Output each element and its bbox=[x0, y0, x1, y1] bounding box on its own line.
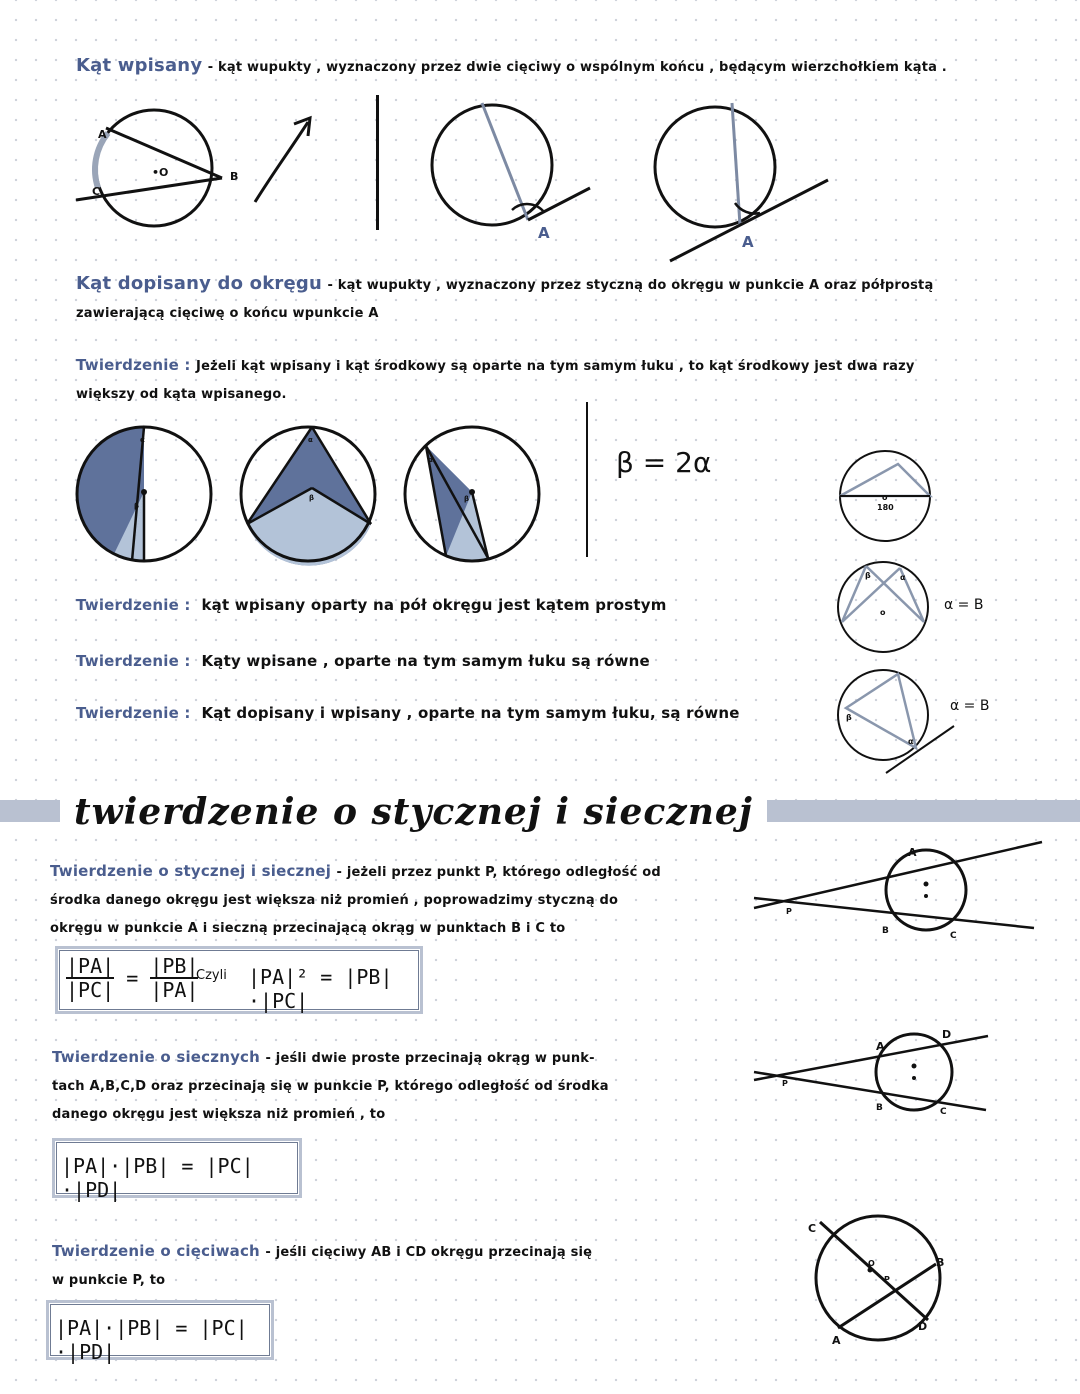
inscribed-angle-figure bbox=[70, 100, 239, 230]
semicircle-angle-figure bbox=[838, 456, 934, 536]
label-o: o bbox=[880, 608, 886, 617]
tangent-inscribed-angles-figure bbox=[836, 668, 956, 778]
central-angle-figure-1 bbox=[74, 424, 214, 564]
theorem-text-2: środka danego okręgu jest większa niż promień , poprowadzimy styczną do bbox=[50, 893, 619, 908]
theorem-text-2: tach A,B,C,D oraz przecinają się w punkcie P, którego odległość od środka bbox=[52, 1079, 609, 1094]
frac1-den: |PC| bbox=[66, 978, 115, 1002]
label-beta: β bbox=[865, 571, 871, 580]
label-p: P bbox=[884, 1275, 890, 1284]
theorem-equal-angles bbox=[76, 648, 650, 675]
theorem-label: Twierdzenie : bbox=[76, 704, 191, 722]
secants-figure bbox=[748, 1020, 1048, 1130]
frac1-num: |PA| bbox=[66, 954, 115, 978]
theorem-label: Twierdzenie o stycznej i siecznej bbox=[50, 862, 332, 880]
label-alpha: α bbox=[908, 737, 914, 746]
czyli-label: Czyli bbox=[196, 968, 227, 983]
theorem-secants bbox=[52, 1044, 732, 1128]
theorem-text: kąt wpisany oparty na pół okręgu jest kątem prostym bbox=[201, 596, 667, 614]
label-c: C bbox=[940, 1107, 947, 1117]
theorem-text: - jeżeli przez punkt P, którego odległość od bbox=[336, 865, 661, 880]
theorem-label: Twierdzenie : bbox=[76, 652, 191, 670]
theorem-label: Twierdzenie o siecznych bbox=[52, 1048, 261, 1066]
tangent-secant-figure bbox=[748, 838, 1048, 948]
formula-tangent-secant: |PA|² = |PB|·|PC| bbox=[248, 965, 393, 1013]
theorem-central-angle bbox=[76, 352, 1066, 408]
label-c: C bbox=[950, 931, 957, 941]
label-o: O bbox=[868, 1259, 875, 1268]
theorem-text: Kąt dopisany i wpisany , oparte na tym samym łuku, są równe bbox=[201, 704, 740, 722]
theorem-tangent-secant bbox=[50, 858, 730, 942]
label-c: C bbox=[92, 185, 101, 198]
equal-inscribed-angles-figure bbox=[836, 560, 932, 656]
label-a: A bbox=[538, 224, 550, 242]
term-inscribed-angle: Kąt wpisany bbox=[76, 55, 203, 76]
formula-box-tangent-secant: $\frac{|PA|}{|PC|}$ = $\frac{|PB|}{|PA|}$ Czyli |PA|² = |PB|·|PC| bbox=[55, 946, 423, 1014]
tangent-angle-definition bbox=[76, 270, 1066, 327]
label-beta: β bbox=[846, 713, 852, 722]
theorem-text-2: w punkcie P, to bbox=[52, 1273, 166, 1288]
theorem-text-3: okręgu w punkcie A i sieczną przecinającą okrąg w punktach B i C to bbox=[50, 921, 566, 936]
formula-box-chords bbox=[46, 1300, 274, 1364]
label-a: A bbox=[742, 233, 754, 251]
label-beta: β bbox=[464, 495, 470, 503]
frac2-num: |PB| bbox=[150, 954, 199, 978]
theorem-label: Twierdzenie o cięciwach bbox=[52, 1242, 260, 1260]
label-alpha: α bbox=[900, 573, 906, 582]
theorem-label: Twierdzenie : bbox=[76, 596, 191, 614]
formula-chords: |PA|·|PB| = |PC|·|PD| bbox=[55, 1316, 248, 1364]
term-tangent-angle: Kąt dopisany do okręgu bbox=[76, 273, 322, 294]
label-o: o bbox=[882, 493, 888, 502]
frac2-den: |PA| bbox=[150, 978, 199, 1002]
central-angle-figure-2 bbox=[238, 424, 378, 564]
label-a: A bbox=[832, 1334, 841, 1347]
label-b: B bbox=[882, 926, 889, 936]
label-b: B bbox=[876, 1103, 883, 1113]
inscribed-angle-definition bbox=[76, 52, 1066, 81]
formula-beta: β = 2α bbox=[616, 446, 712, 479]
equation-alpha-beta-2: α = B bbox=[950, 698, 990, 714]
section-title: twierdzenie o stycznej i siecznej bbox=[60, 790, 767, 834]
chords-figure bbox=[800, 1200, 960, 1350]
label-p: P bbox=[786, 907, 792, 916]
definition-text: - kąt wupukty , wyznaczony przez dwie cięciwy o wspólnym końcu , będącym wierzchołkiem kąta . bbox=[207, 60, 947, 75]
label-d: D bbox=[942, 1028, 952, 1041]
central-angle-figure-3 bbox=[402, 424, 542, 564]
theorem-text: Kąty wpisane , oparte na tym samym łuku są równe bbox=[201, 652, 650, 670]
label-alpha: α bbox=[308, 436, 313, 444]
theorem-tangent-inscribed bbox=[76, 700, 740, 727]
formula-secants: |PA|·|PB| = |PC|·|PD| bbox=[61, 1154, 254, 1202]
label-c: C bbox=[808, 1222, 817, 1235]
arrow-icon bbox=[250, 110, 320, 210]
label-a: A bbox=[908, 846, 917, 859]
tangent-angle-figure-2 bbox=[650, 95, 840, 265]
label-a: A bbox=[98, 128, 107, 141]
label-beta: β bbox=[134, 502, 140, 510]
separator-line bbox=[376, 95, 379, 230]
theorem-label: Twierdzenie : bbox=[76, 356, 191, 374]
theorem-semicircle bbox=[76, 592, 667, 619]
label-a: A bbox=[876, 1040, 885, 1053]
equation-alpha-beta-1: α = B bbox=[944, 597, 984, 613]
label-b: B bbox=[230, 170, 239, 183]
label-d: D bbox=[918, 1320, 928, 1333]
theorem-chords bbox=[52, 1238, 752, 1294]
theorem-text-2: większy od kąta wpisanego. bbox=[76, 387, 287, 402]
definition-text: - kąt wupukty , wyznaczony przez styczną do okręgu w punkcie A oraz półprostą bbox=[327, 278, 934, 293]
label-b: B bbox=[936, 1256, 945, 1269]
tangent-angle-figure-1 bbox=[420, 95, 600, 245]
label-alpha: α bbox=[140, 436, 145, 444]
label-alpha: α bbox=[428, 456, 433, 464]
separator-line bbox=[586, 402, 588, 557]
formula-box-secants bbox=[52, 1138, 302, 1202]
label-o: •O bbox=[152, 166, 169, 179]
definition-text-2: zawierającą cięciwę o końcu wpunkcie A bbox=[76, 306, 379, 321]
theorem-text: - jeśli cięciwy AB i CD okręgu przecinają się bbox=[265, 1245, 593, 1260]
theorem-text-3: danego okręgu jest większa niż promień , to bbox=[52, 1107, 386, 1122]
label-beta: β bbox=[309, 494, 315, 502]
theorem-text: Jeżeli kąt wpisany i kąt środkowy są oparte na tym samym łuku , to kąt środkowy jest dwa razy bbox=[196, 359, 915, 374]
theorem-text: - jeśli dwie proste przecinają okrąg w punk- bbox=[265, 1051, 595, 1066]
label-p: P bbox=[782, 1079, 788, 1088]
label-180: 180 bbox=[877, 503, 894, 512]
